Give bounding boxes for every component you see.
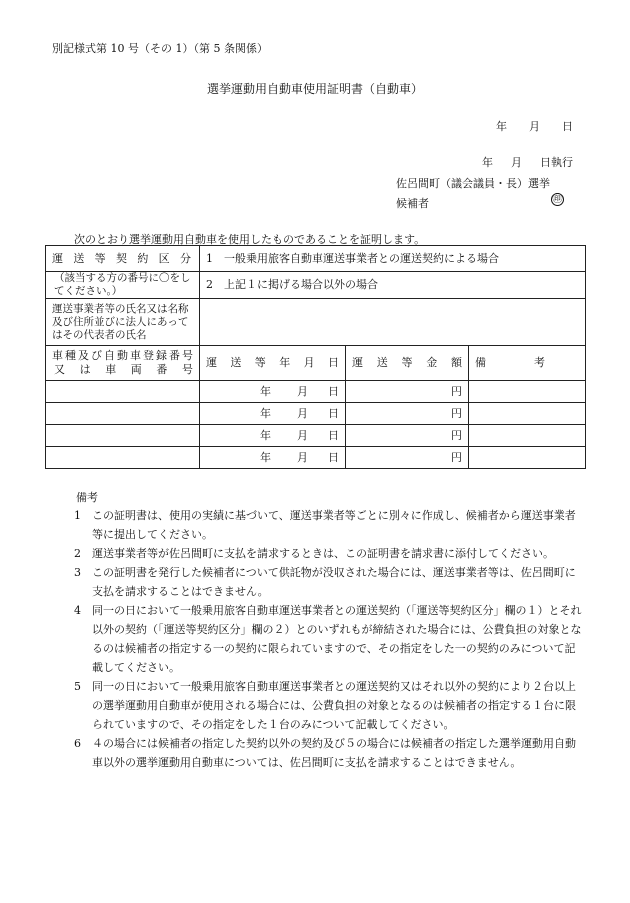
note-number: 1 [74,509,81,522]
amount-header: 運送等金額 [352,356,462,369]
row-year: 年 [260,384,271,398]
table-row [46,403,586,425]
row-yen: 円 [451,384,462,398]
date-cell[interactable] [200,425,346,447]
contract-type-note: （該当する方の番号に〇をしてください。） [54,272,191,297]
note-text: この証明書は、使用の実績に基づいて、運送事業者等ごとに別々に作成し、候補者から運送事業者等に提出してください。 [92,509,576,541]
vehicle-cell[interactable] [46,403,200,425]
row-year: 年 [260,450,271,464]
notes-list [74,506,586,772]
note-item [74,734,586,772]
note-text: 運送事業者等が佐呂間町に支払を請求するときは、この証明書を請求書に添付してください。 [92,547,554,560]
row-day: 日 [328,428,339,442]
exec-year: 年 [482,156,493,169]
date-cell[interactable] [200,403,346,425]
notes-heading: 備考 [76,491,98,504]
note-number: 6 [74,737,81,750]
note-text: ４の場合には候補者の指定した契約以外の契約及び５の場合には候補者の指定した選挙運動用自動車以外の選挙運動用自動車については、佐呂間町に支払を請求することはできません。 [92,737,576,769]
operator-label: 運送事業者等の氏名又は名称及び住所並びに法人にあってはその代表者の氏名 [52,302,189,341]
vehicle-cell[interactable] [46,447,200,469]
note-item [74,563,586,601]
vehicle-cell[interactable] [46,425,200,447]
row-day: 日 [328,384,339,398]
amount-cell[interactable] [346,381,469,403]
election-name: 佐呂間町（議会議員・長）選挙 [396,177,550,190]
row-month: 月 [297,450,308,464]
date-header: 運送等年月日 [206,356,339,369]
note-text: 同一の日において一般乗用旅客自動車運送事業者との運送契約（「運送等契約区分」欄の１）とそれ以外の契約（「運送等契約区分」欄の２）とのいずれもが締結された場合には、公費負担の対象となるのは候補者の指定する一の契約に限られていますので、その指定をした一の契約のみについて記載してください。 [92,604,582,674]
certificate-table [45,245,586,469]
operator-input-cell[interactable] [200,299,586,346]
amount-header-cell [346,346,469,381]
note-text: この証明書を発行した候補者について供託物が没収された場合には、運送事業者等は、佐呂間町に支払を請求することはできません。 [92,566,576,598]
vehicle-cell[interactable] [46,381,200,403]
remarks-cell[interactable] [469,403,586,425]
note-number: 3 [74,566,81,579]
date-month: 月 [529,120,540,133]
exec-day: 日執行 [540,156,573,169]
candidate-label: 候補者 [396,197,429,210]
remarks-cell[interactable] [469,425,586,447]
issue-date [474,118,573,134]
vehicle-header-cell [46,346,200,381]
remarks-cell[interactable] [469,447,586,469]
seal-mark: ㊞ [552,194,563,205]
note-number: 4 [74,604,81,617]
note-number: 5 [74,680,81,693]
date-cell[interactable] [200,381,346,403]
row-yen: 円 [451,428,462,442]
row-month: 月 [297,406,308,420]
vehicle-header-line-1: 車種及び自動車登録番号 [52,349,193,362]
table-row [46,447,586,469]
table-row [46,381,586,403]
row-year: 年 [260,428,271,442]
election-date [464,154,573,170]
option-2: 2 上記１に掲げる場合以外の場合 [206,278,378,291]
operator-label-cell [46,299,200,346]
contract-type-label: 運送等契約区分 [52,251,191,265]
amount-cell[interactable] [346,403,469,425]
note-text: 同一の日において一般乗用旅客自動車運送事業者との運送契約又はそれ以外の契約により２台以上の選挙運動用自動車が使用される場合には、公費負担の対象となるのは候補者の指定する１台に限られていますので、その指定をした１台のみについて記載してください。 [92,680,576,731]
amount-cell[interactable] [346,447,469,469]
row-day: 日 [328,406,339,420]
row-year: 年 [260,406,271,420]
note-item [74,677,586,734]
remarks-cell[interactable] [469,381,586,403]
note-number: 2 [74,547,81,560]
row-yen: 円 [451,406,462,420]
exec-month: 月 [511,156,522,169]
option-1: 1 一般乗用旅客自動車運送事業者との運送契約による場合 [206,251,499,265]
document-title: 選挙運動用自動車使用証明書（自動車） [206,82,423,96]
row-month: 月 [297,384,308,398]
intro-text: 次のとおり選挙運動用自動車を使用したものであることを証明します。 [74,233,426,246]
note-item [74,544,586,563]
contract-type-label-cell [46,246,200,272]
remarks-header: 備考 [475,356,545,369]
vehicle-header-line-2: 又は車両番号 [54,363,193,376]
amount-cell[interactable] [346,425,469,447]
note-item [74,601,586,677]
form-number: 別記様式第 10 号（その 1）（第 5 条関係） [52,42,268,55]
contract-type-note-cell [46,272,200,299]
date-header-cell [200,346,346,381]
row-yen: 円 [451,450,462,464]
date-cell[interactable] [200,447,346,469]
table-row [46,425,586,447]
row-day: 日 [328,450,339,464]
note-item [74,506,586,544]
option-1-cell[interactable] [200,246,586,272]
remarks-header-cell [469,346,586,381]
option-2-cell[interactable] [200,272,586,299]
date-year: 年 [496,120,507,133]
date-day: 日 [562,120,573,133]
row-month: 月 [297,428,308,442]
